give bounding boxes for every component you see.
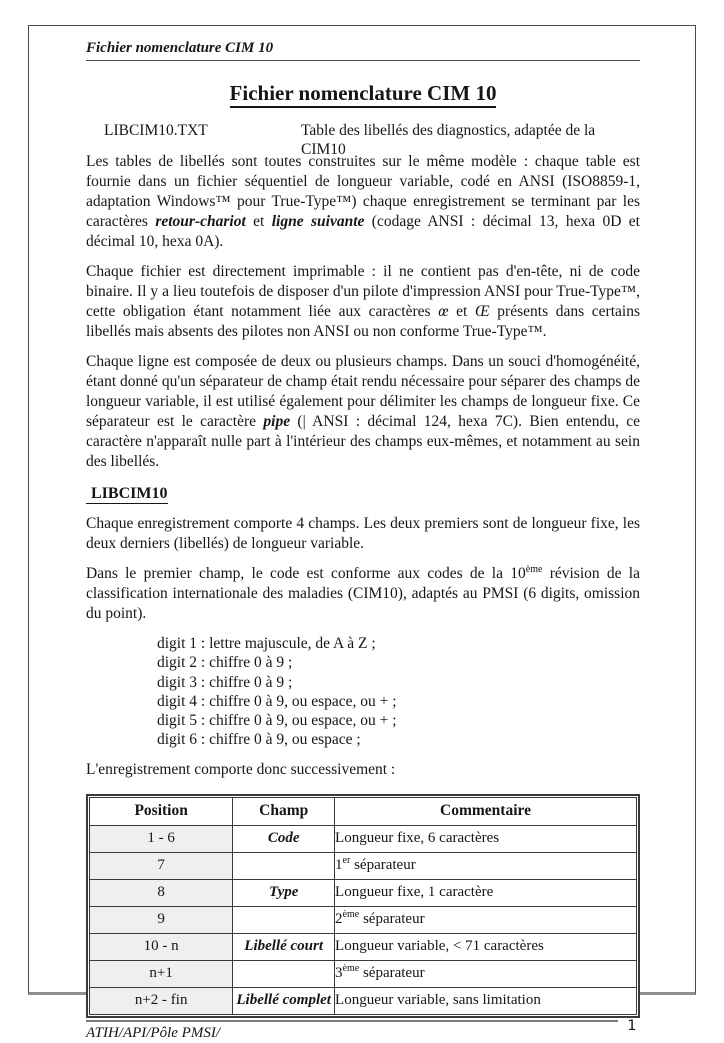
page-number: 1 [627, 1017, 636, 1034]
paragraph-code-cim10 [86, 564, 640, 624]
table-row [90, 960, 637, 987]
comment-text: séparateur [359, 911, 425, 928]
cell-commentaire [335, 960, 637, 987]
emphasized-term: ligne suivante [271, 213, 365, 230]
digit-list-item: digit 4 : chiffre 0 à 9, ou espace, ou + ; [157, 692, 397, 710]
paragraph-text: présents dans certains libellés mais absents des pilotes non ANSI ou non conforme True-Type™. [86, 303, 640, 340]
paragraph-text: (codage ANSI : décimal 13, hexa 0D et décimal 10, hexa 0A). [86, 213, 640, 250]
cell-position: n+2 - fin [90, 987, 233, 1014]
paragraph-text: Dans le premier champ, le code est conforme aux codes de la 10 [86, 565, 526, 582]
cell-position: 1 - 6 [90, 825, 233, 852]
cell-commentaire [335, 825, 637, 852]
file-description: Table des libellés des diagnostics, adaptée de la CIM10 [301, 122, 596, 158]
paragraph-tables-model [86, 152, 640, 252]
table-row [90, 933, 637, 960]
paragraph-record-fields [86, 514, 640, 554]
cell-champ: Code [233, 825, 335, 852]
page-footer [86, 1018, 640, 1043]
paragraph-text: L'enregistrement comporte donc successivement : [86, 760, 396, 778]
emphasized-term: Œ [475, 303, 490, 320]
cell-commentaire [335, 987, 637, 1014]
emphasized-term: pipe [263, 413, 291, 430]
paragraph-record-intro [86, 760, 640, 780]
emphasized-term: œ [438, 303, 449, 320]
paragraph-printable-file [86, 262, 640, 342]
comment-text: Longueur fixe, 1 caractère [335, 884, 494, 901]
column-header-champ: Champ [233, 797, 335, 825]
record-structure-table-border [86, 794, 640, 1018]
paragraph-separator [86, 352, 640, 472]
paragraph-text: Chaque enregistrement comporte 4 champs. Les deux premiers sont de longueur fixe, les deux derniers (libellés) de longueur variable. [86, 515, 640, 552]
table-row [90, 987, 637, 1014]
digit-list [157, 634, 640, 750]
file-name: LIBCIM10.TXT [104, 122, 208, 139]
comment-text: 1 [335, 857, 343, 874]
record-structure-table [89, 797, 637, 1015]
cell-champ: Type [233, 879, 335, 906]
cell-champ [233, 960, 335, 987]
document-page [28, 25, 696, 1041]
paragraph-text: Chaque ligne est composée de deux ou plusieurs champs. Dans un souci d'homogénéité, étant donné qu'un séparateur de champ était rendu nécessaire pour séparer des champs de longueur variable, il est utilisé également pour délimiter les champs de longueur fixe. Ce séparateur est le caractère [86, 353, 640, 430]
cell-champ [233, 906, 335, 933]
comment-text: Longueur variable, < 71 caractères [335, 938, 544, 955]
page-title [86, 81, 640, 105]
footer-rule [86, 1020, 618, 1022]
emphasized-term: retour-chariot [155, 213, 246, 230]
section-heading-libcim10 [86, 484, 640, 504]
table-row [90, 879, 637, 906]
cell-commentaire [335, 906, 637, 933]
comment-text: séparateur [359, 965, 425, 982]
cell-champ: Libellé complet [233, 987, 335, 1014]
table-row [90, 906, 637, 933]
table-row [90, 825, 637, 852]
column-header-commentaire: Commentaire [335, 797, 637, 825]
footer-text: ATIH/API/Pôle PMSI/ [86, 1024, 220, 1041]
digit-list-item: digit 1 : lettre majuscule, de A à Z ; [157, 635, 376, 652]
cell-champ [233, 852, 335, 879]
ordinal-superscript: er [342, 855, 351, 867]
paragraph-text: Les tables de libellés sont toutes construites sur le même modèle : chaque table est fournie dans un fichier séquentiel de longueur variable, codé en ANSI (ISO8859-1, adaptation Windows™ pour True-Type™) chaque enregistrement se terminant par les caractères [86, 153, 640, 230]
table-row [90, 852, 637, 879]
comment-text: Longueur fixe, 6 caractères [335, 830, 500, 847]
column-header-position: Position [90, 797, 233, 825]
table-header-row [90, 797, 637, 825]
digit-list-item: digit 5 : chiffre 0 à 9, ou espace, ou + ; [157, 712, 397, 730]
digit-list-item: digit 3 : chiffre 0 à 9 ; [157, 673, 293, 691]
cell-position: 8 [90, 879, 233, 906]
cell-position: 9 [90, 906, 233, 933]
cell-champ: Libellé court [233, 933, 335, 960]
section-heading-text: LIBCIM10 [86, 485, 168, 504]
paragraph-text: Chaque fichier est directement imprimable : il ne contient pas d'en-tête, ni de code binaire. Il y a lieu toutefois de disposer d'un pilote d'impression ANSI pour True-Type™, cette obligation étant notamment liée aux caractères [86, 263, 640, 320]
cell-position: 7 [90, 852, 233, 879]
page-title-text: Fichier nomenclature CIM 10 [230, 81, 497, 108]
cell-commentaire [335, 879, 637, 906]
ordinal-superscript: ème [342, 963, 360, 975]
paragraph-text: (| ANSI : décimal 124, hexa 7C). Bien entendu, ce caractère n'apparaît nulle part à l'intérieur des champs eux-mêmes, et notamment au sein des libellés. [86, 413, 640, 470]
cell-position: n+1 [90, 960, 233, 987]
comment-text: séparateur [350, 857, 416, 874]
file-subtitle-row [86, 121, 640, 158]
digit-list-item: digit 6 : chiffre 0 à 9, ou espace ; [157, 731, 361, 749]
comment-text: 3 [335, 965, 343, 982]
running-header-text: Fichier nomenclature CIM 10 [86, 40, 274, 56]
cell-commentaire [335, 933, 637, 960]
digit-list-item: digit 2 : chiffre 0 à 9 ; [157, 654, 293, 672]
comment-text: 2 [335, 911, 343, 928]
comment-text: Longueur variable, sans limitation [335, 992, 541, 1009]
paragraph-text: révision de la classification internationale des maladies (CIM10), adaptés au PMSI (6 digits, omission du point). [86, 565, 640, 622]
running-header [86, 39, 640, 61]
ordinal-superscript: ème [342, 909, 360, 921]
paragraph-text: et [448, 303, 476, 320]
cell-commentaire [335, 852, 637, 879]
ordinal-superscript: ème [525, 563, 543, 575]
cell-position: 10 - n [90, 933, 233, 960]
paragraph-text: et [245, 213, 272, 230]
